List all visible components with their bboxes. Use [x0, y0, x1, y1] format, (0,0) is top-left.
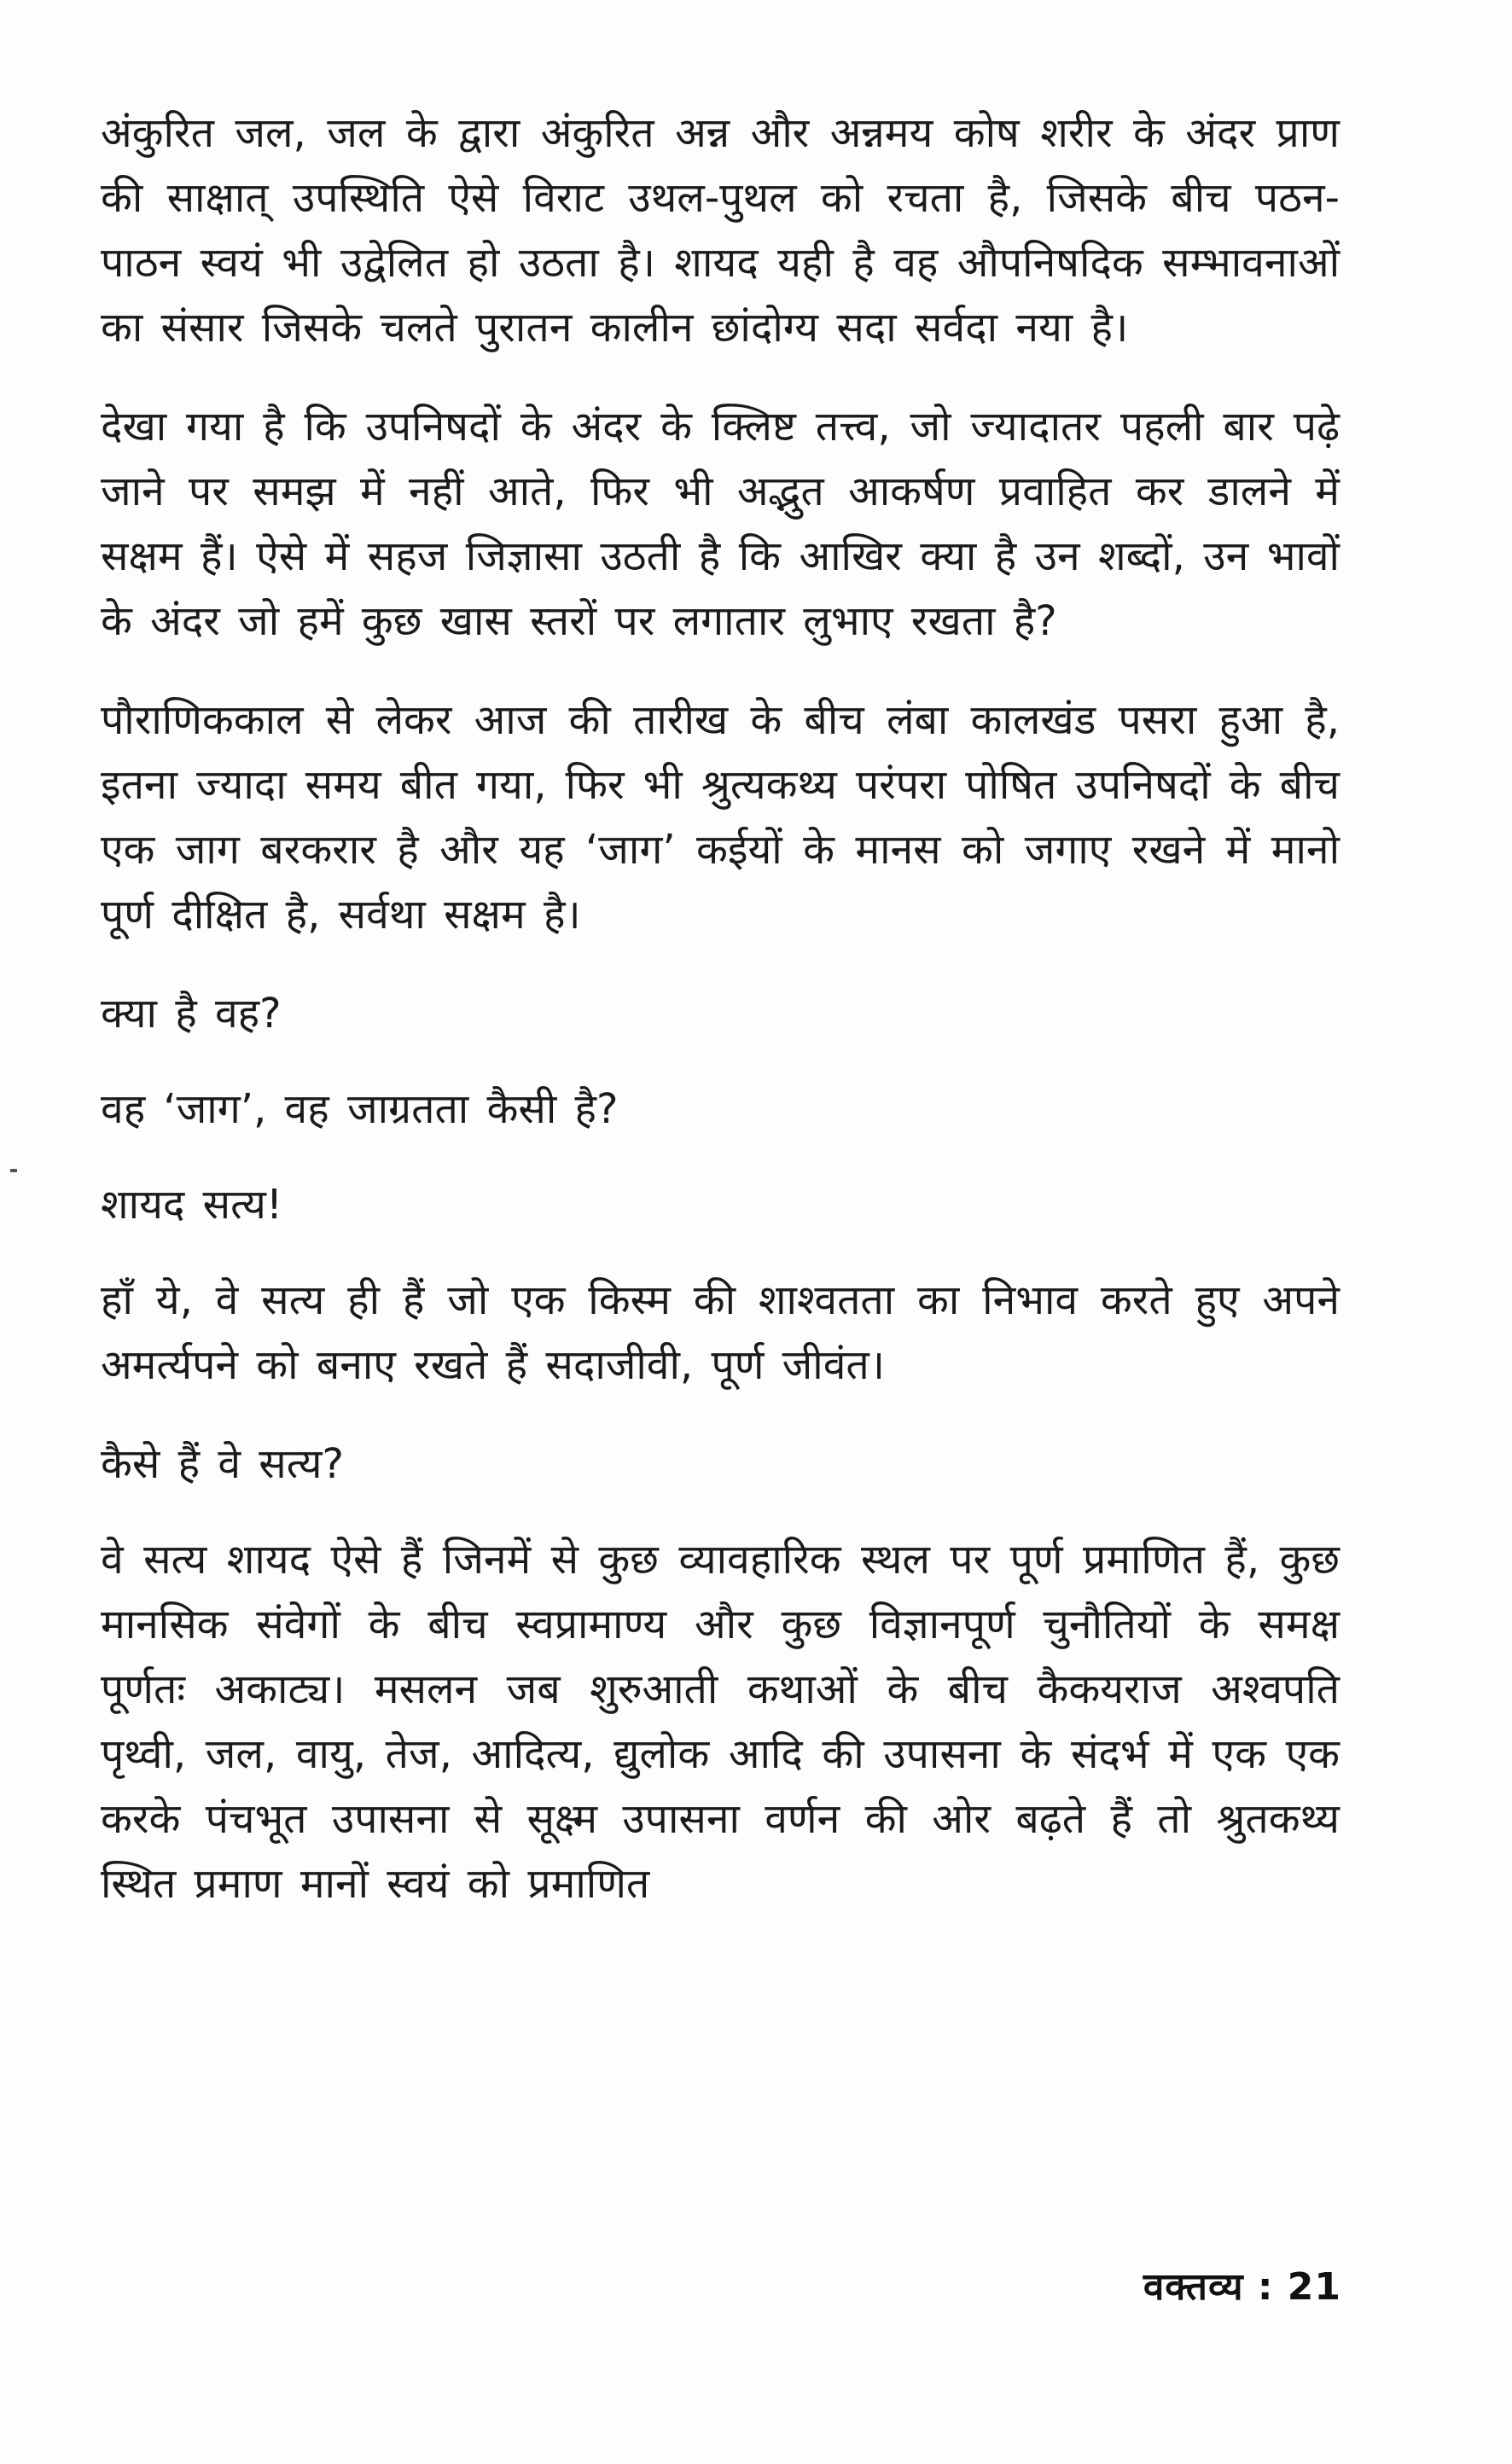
paragraph-4: हाँ ये, वे सत्य ही हैं जो एक किस्म की शाश्वतता का निभाव करते हुए अपने अमर्त्यपने को बनाए रखते हैं सदाजीवी, पूर्ण जीवंत।	[101, 1276, 1340, 1389]
paragraph-question-3: कैसे हैं वे सत्य?	[101, 1440, 344, 1488]
paragraph-2: देखा गया है कि उपनिषदों के अंदर के क्लिष्ट तत्त्व, जो ज्यादातर पहली बार पढ़े जाने पर समझ में नहीं आते, फिर भी अद्भुत आकर्षण प्रवाहित कर डालने में सक्षम हैं। ऐसे में सहज जिज्ञासा उठती है कि आखिर क्या है उन शब्दों, उन भावों के अंदर जो हमें कुछ खास स्तरों पर लगातार लुभाए रखता है?	[101, 403, 1340, 645]
paragraph-1: अंकुरित जल, जल के द्वारा अंकुरित अन्न और अन्नमय कोष शरीर के अंदर प्राण की साक्षात् उपस्थिति ऐसे विराट उथल-पुथल को रचता है, जिसके बीच पठन-पाठन स्वयं भी उद्वेलित हो उठता है। शायद यही है वह औपनिषदिक सम्भावनाओं का संसार जिसके चलते पुरातन कालीन छांदोग्य सदा सर्वदा नया है।	[101, 109, 1340, 352]
paragraph-question-2: वह ‘जाग’, वह जाग्रतता कैसी है?	[101, 1085, 619, 1133]
paragraph-3: पौराणिककाल से लेकर आज की तारीख के बीच लंबा कालखंड पसरा हुआ है, इतना ज्यादा समय बीत गया, फिर भी श्रुत्यकथ्य परंपरा पोषित उपनिषदों के बीच एक जाग बरकरार है और यह ‘जाग’ कईयों के मानस को जगाए रखने में मानो पूर्ण दीक्षित है, सर्वथा सक्षम है।	[101, 696, 1340, 939]
paragraph-5: वे सत्य शायद ऐसे हैं जिनमें से कुछ व्यावहारिक स्थल पर पूर्ण प्रमाणित हैं, कुछ मानसिक संवेगों के बीच स्वप्रामाण्य और कुछ विज्ञानपूर्ण चुनौतियों के समक्ष पूर्णतः अकाट्य। मसलन जब शुरुआती कथाओं के बीच कैकयराज अश्वपति पृथ्वी, जल, वायु, तेज, आदित्य, द्युलोक आदि की उपासना के संदर्भ में एक एक करके पंचभूत उपासना से सूक्ष्म उपासना वर्णन की ओर बढ़ते हैं तो श्रुतकथ्य स्थित प्रमाण मानों स्वयं को प्रमाणित	[101, 1536, 1340, 1908]
body-text	[101, 101, 1340, 1916]
paragraph-answer-1: शायद सत्य!	[101, 1181, 283, 1229]
running-head-page-number: वक्तव्य : 21	[1143, 2265, 1341, 2309]
paragraph-question-1: क्या है वह?	[101, 990, 282, 1037]
margin-speck	[10, 1169, 17, 1172]
